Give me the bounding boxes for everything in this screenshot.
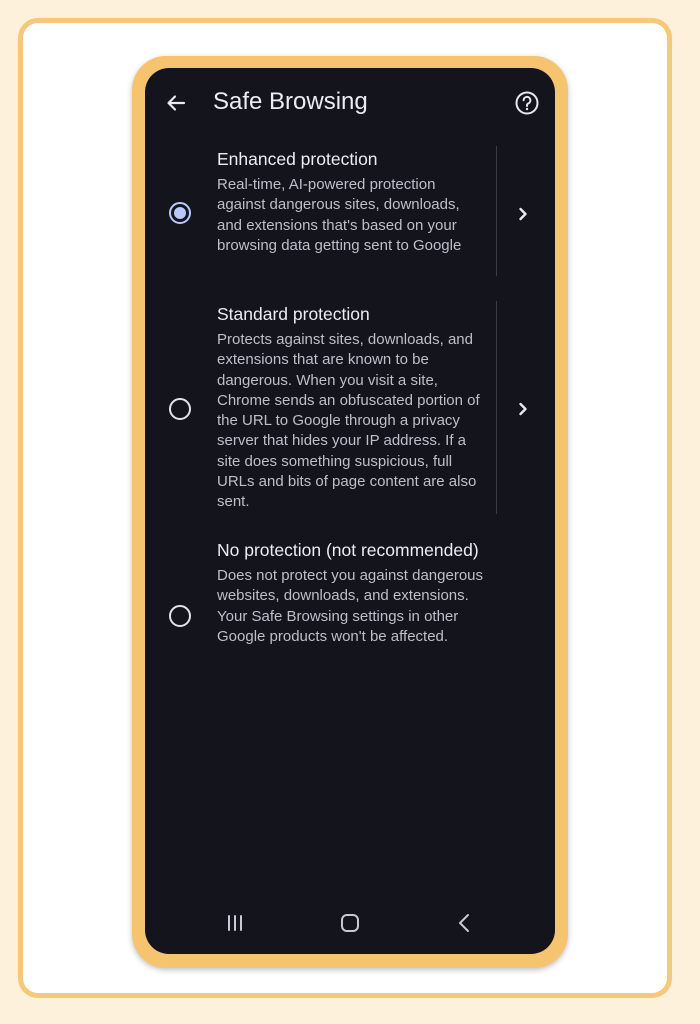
system-nav-bar (145, 906, 555, 954)
home-button[interactable] (330, 906, 370, 940)
recent-apps-button[interactable] (215, 906, 255, 940)
option-title: Standard protection (217, 304, 370, 324)
option-description: Does not protect you against dangerous websites, downloads, and extensions. Your Safe Browsing settings in other Google products won't be affected. (217, 567, 484, 645)
radio-no-protection[interactable] (169, 605, 191, 627)
page-title: Safe Browsing (213, 88, 368, 115)
enhanced-details-button[interactable] (511, 202, 535, 226)
back-button[interactable] (159, 86, 193, 120)
option-enhanced-text (217, 146, 487, 256)
divider (496, 146, 497, 276)
recent-apps-icon (224, 912, 246, 934)
system-back-button[interactable] (445, 906, 485, 940)
option-title: Enhanced protection (217, 149, 378, 169)
standard-details-button[interactable] (511, 397, 535, 421)
option-no-protection[interactable] (145, 537, 555, 707)
option-no-protection-text (217, 537, 487, 647)
chevron-right-icon (511, 397, 535, 421)
app-bar (145, 68, 555, 138)
phone-screen (145, 68, 555, 954)
radio-enhanced-selected[interactable] (169, 202, 191, 224)
option-description: Real-time, AI-powered protection against dangerous sites, downloads, and extensions that's based on your browsing data getting sent to Google (217, 176, 462, 254)
option-title: No protection (not recommended) (217, 540, 479, 560)
system-back-icon (454, 912, 476, 934)
option-standard-text (217, 301, 487, 513)
home-icon (339, 912, 361, 934)
divider (496, 301, 497, 514)
option-description: Protects against sites, downloads, and extensions that are known to be dangerous. When you visit a site, Chrome sends an obfuscated portion of the URL to Google through a privacy server that hides your IP address. If a site does something suspicious, full URLs and bits of page content are also sent. (217, 331, 480, 511)
radio-standard[interactable] (169, 398, 191, 420)
phone-frame (132, 56, 568, 968)
option-standard-protection[interactable] (145, 301, 555, 521)
help-circle-icon (514, 90, 540, 116)
help-button[interactable] (510, 86, 544, 120)
option-enhanced-protection[interactable] (145, 146, 555, 286)
chevron-right-icon (511, 202, 535, 226)
arrow-left-icon (164, 91, 188, 115)
